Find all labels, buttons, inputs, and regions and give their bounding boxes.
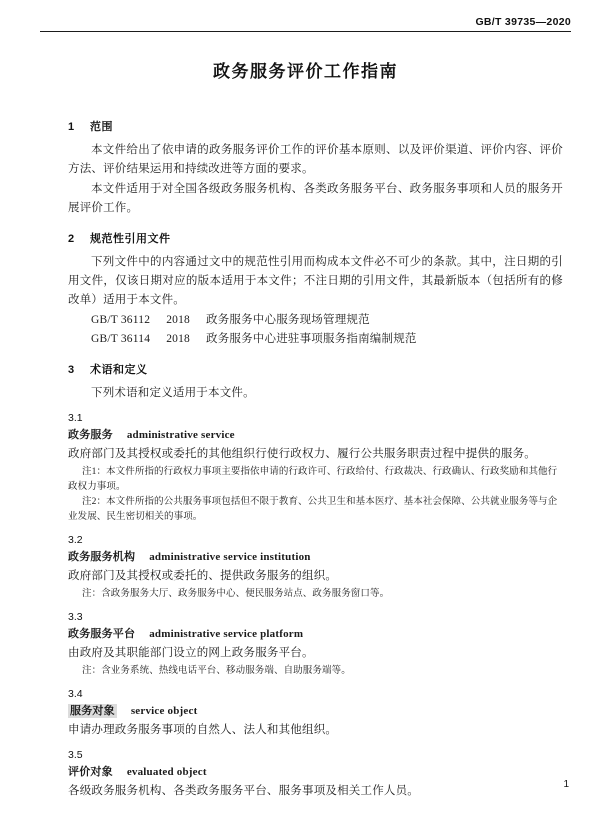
term-definition: 政府部门及其授权或委托的其他组织行使行政权力、履行公共服务职责过程中提供的服务。 [68, 448, 536, 460]
clause-number: 3.3 [68, 611, 83, 623]
section-number-1: 1 [68, 121, 75, 133]
term-name-cn: 政务服务 [68, 429, 113, 441]
clause-number: 3.2 [68, 534, 83, 546]
term-name-en: administrative service [126, 429, 235, 441]
term-definition: 政府部门及其授权或委托的、提供政务服务的组织。 [68, 570, 338, 582]
paragraph: 本文件适用于对全国各级政务服务机构、各类政务服务平台、政务服务事项和人员的服务开展评价工作。 [68, 183, 563, 214]
term-definition: 各级政务服务机构、各类政务服务平台、服务事项及相关工作人员。 [68, 785, 419, 797]
reference-code: GB/T 36112 [91, 314, 151, 326]
term-entry [68, 763, 563, 781]
section-heading-3 [68, 361, 563, 377]
section-title-2: 规范性引用文件 [90, 233, 171, 245]
term-definition: 由政府及其职能部门设立的网上政务服务平台。 [68, 647, 314, 659]
section-heading-2 [68, 230, 563, 246]
term-note: 注：含业务系统、热线电话平台、移动服务端、自助服务端等。 [82, 666, 351, 676]
reference-year: 2018 [166, 333, 190, 345]
term-name-cn: 评价对象 [68, 766, 113, 778]
normative-reference [68, 311, 563, 330]
term-note: 注：含政务服务大厅、政务服务中心、便民服务站点、政务服务窗口等。 [82, 589, 390, 599]
section-number-3: 3 [68, 364, 75, 376]
section-title-1: 范围 [90, 121, 113, 133]
term-note: 注2：本文件所指的公共服务事项包括但不限于教育、公共卫生和基本医疗、基本社会保障、公共就业服务等与企业发展、民生密切相关的事项。 [68, 497, 558, 522]
normative-reference [68, 330, 563, 349]
header-divider [40, 31, 571, 32]
term-name-en: administrative service platform [149, 628, 304, 640]
term-definition: 申请办理政务服务事项的自然人、法人和其他组织。 [68, 724, 338, 736]
section-number-2: 2 [68, 233, 75, 245]
reference-year: 2018 [166, 314, 190, 326]
term-name-cn: 政务服务平台 [68, 628, 136, 640]
page-number: 1 [563, 779, 569, 790]
clause-number: 3.5 [68, 749, 83, 761]
term-entry [68, 426, 563, 444]
page-header-std-code: GB/T 39735—2020 [475, 16, 571, 28]
term-entry [68, 625, 563, 643]
paragraph: 本文件给出了依申请的政务服务评价工作的评价基本原则、以及评价渠道、评价内容、评价方法、评价结果运用和持续改进等方面的要求。 [68, 144, 563, 175]
term-name-en: administrative service institution [149, 551, 311, 563]
term-entry [68, 702, 563, 720]
term-name-cn: 政务服务机构 [68, 551, 136, 563]
term-entry [68, 548, 563, 566]
reference-name: 政务服务中心服务现场管理规范 [206, 314, 370, 326]
reference-code: GB/T 36114 [91, 333, 151, 345]
document-body [68, 106, 563, 802]
section-title-3: 术语和定义 [90, 364, 148, 376]
paragraph: 下列术语和定义适用于本文件。 [91, 387, 255, 399]
term-name-cn: 服务对象 [70, 705, 115, 717]
section-heading-1 [68, 118, 563, 134]
clause-number: 3.1 [68, 412, 83, 424]
term-name-en: evaluated object [126, 766, 207, 778]
paragraph: 下列文件中的内容通过文中的规范性引用而构成本文件必不可少的条款。其中，注日期的引用文件，仅该日期对应的版本适用于本文件；不注日期的引用文件，其最新版本（包括所有的修改单）适用于本文件。 [68, 256, 563, 306]
term-name-en: service object [130, 705, 198, 717]
clause-number: 3.4 [68, 688, 83, 700]
term-note: 注1：本文件所指的行政权力事项主要指依申请的行政许可、行政给付、行政裁决、行政确认、行政奖励和其他行政权力事项。 [68, 467, 558, 492]
page-title: 政务服务评价工作指南 [213, 62, 398, 81]
reference-name: 政务服务中心进驻事项服务指南编制规范 [206, 333, 417, 345]
